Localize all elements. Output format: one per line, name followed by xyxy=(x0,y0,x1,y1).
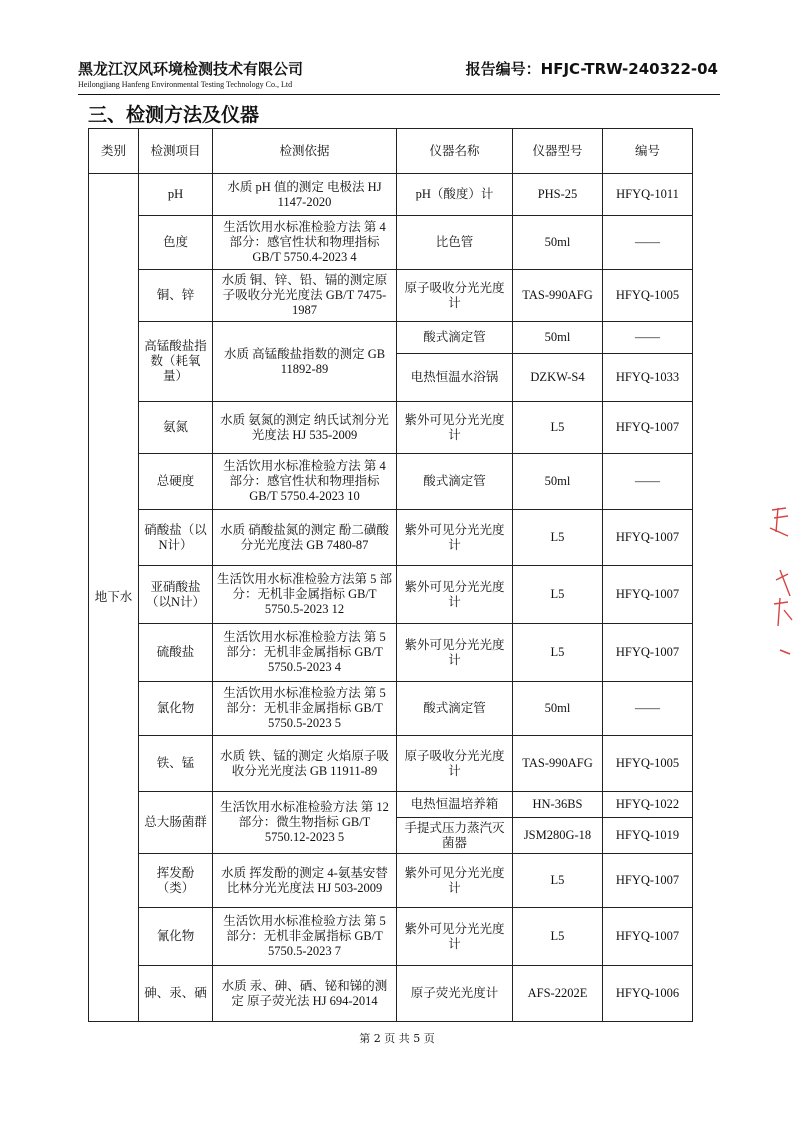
instrument-code-cell: HFYQ-1019 xyxy=(603,818,693,854)
test-method-cell: 生活饮用水标准检验方法 第 4 部分：感官性状和物理指标 GB/T 5750.4-2023 10 xyxy=(213,454,397,510)
test-item-cell: 色度 xyxy=(139,216,213,270)
company-name-cn: 黑龙江汉风环境检测技术有限公司 xyxy=(78,60,304,78)
test-method-cell: 生活饮用水标准检验方法 第 5 部分：无机非金属指标 GB/T 5750.5-2023 4 xyxy=(213,624,397,682)
methods-table xyxy=(88,128,693,1022)
instrument-model-cell: L5 xyxy=(513,566,603,624)
instrument-model-cell: L5 xyxy=(513,510,603,566)
test-method-cell: 生活饮用水标准检验方法 第 5 部分：无机非金属指标 GB/T 5750.5-2023 5 xyxy=(213,682,397,736)
table-row xyxy=(89,510,693,566)
test-method-cell: 生活饮用水标准检验方法第 5 部分：无机非金属指标 GB/T 5750.5-2023 12 xyxy=(213,566,397,624)
table-row xyxy=(89,624,693,682)
instrument-model-cell: JSM280G-18 xyxy=(513,818,603,854)
instrument-name-cell: 比色管 xyxy=(397,216,513,270)
instrument-code-cell: HFYQ-1007 xyxy=(603,624,693,682)
table-row xyxy=(89,322,693,354)
instrument-model-cell: 50ml xyxy=(513,322,603,354)
instrument-code-cell: HFYQ-1007 xyxy=(603,510,693,566)
instrument-name-cell: 原子吸收分光光度计 xyxy=(397,270,513,322)
table-row xyxy=(89,966,693,1022)
test-method-cell: 水质 硝酸盐氮的测定 酚二磺酸分光光度法 GB 7480-87 xyxy=(213,510,397,566)
instrument-name-cell: pH（酸度）计 xyxy=(397,174,513,216)
test-item-cell: 总大肠菌群 xyxy=(139,792,213,854)
instrument-model-cell: L5 xyxy=(513,624,603,682)
test-method-cell: 水质 氨氮的测定 纳氏试剂分光光度法 HJ 535-2009 xyxy=(213,402,397,454)
instrument-code-cell: —— xyxy=(603,322,693,354)
instrument-code-cell: HFYQ-1033 xyxy=(603,354,693,402)
instrument-name-cell: 原子吸收分光光度计 xyxy=(397,736,513,792)
test-item-cell: 总硬度 xyxy=(139,454,213,510)
test-item-cell: 挥发酚（类） xyxy=(139,854,213,908)
instrument-name-cell: 酸式滴定管 xyxy=(397,682,513,736)
test-method-cell: 生活饮用水标准检验方法 第 5 部分：无机非金属指标 GB/T 5750.5-2023 7 xyxy=(213,908,397,966)
header-item: 检测项目 xyxy=(139,129,213,174)
instrument-code-cell: HFYQ-1011 xyxy=(603,174,693,216)
table-row xyxy=(89,854,693,908)
table-body xyxy=(89,174,693,1022)
instrument-model-cell: TAS-990AFG xyxy=(513,736,603,792)
test-item-cell: 铁、锰 xyxy=(139,736,213,792)
table-row xyxy=(89,736,693,792)
instrument-name-cell: 紫外可见分光光度计 xyxy=(397,908,513,966)
instrument-model-cell: 50ml xyxy=(513,454,603,510)
test-item-cell: 氨氮 xyxy=(139,402,213,454)
instrument-name-cell: 原子荧光光度计 xyxy=(397,966,513,1022)
test-item-cell: 铜、锌 xyxy=(139,270,213,322)
instrument-model-cell: 50ml xyxy=(513,216,603,270)
table-row xyxy=(89,174,693,216)
instrument-model-cell: 50ml xyxy=(513,682,603,736)
test-item-cell: 氯化物 xyxy=(139,682,213,736)
page-footer: 第 2 页 共 5 页 xyxy=(359,1032,435,1045)
header-instrument-model: 仪器型号 xyxy=(513,129,603,174)
instrument-name-cell: 电热恒温水浴锅 xyxy=(397,354,513,402)
instrument-name-cell: 紫外可见分光光度计 xyxy=(397,854,513,908)
table-row xyxy=(89,216,693,270)
test-item-cell: 亚硝酸盐（以N计） xyxy=(139,566,213,624)
test-method-cell: 水质 高锰酸盐指数的测定 GB 11892-89 xyxy=(213,322,397,402)
instrument-code-cell: —— xyxy=(603,216,693,270)
instrument-name-cell: 紫外可见分光光度计 xyxy=(397,566,513,624)
instrument-name-cell: 酸式滴定管 xyxy=(397,322,513,354)
table-row xyxy=(89,270,693,322)
section-title: 三、检测方法及仪器 xyxy=(88,104,260,126)
instrument-code-cell: HFYQ-1007 xyxy=(603,908,693,966)
instrument-name-cell: 电热恒温培养箱 xyxy=(397,792,513,818)
instrument-code-cell: HFYQ-1022 xyxy=(603,792,693,818)
instrument-name-cell: 紫外可见分光光度计 xyxy=(397,624,513,682)
category-cell: 地下水 xyxy=(89,174,139,1022)
instrument-code-cell: —— xyxy=(603,682,693,736)
instrument-model-cell: DZKW-S4 xyxy=(513,354,603,402)
test-method-cell: 生活饮用水标准检验方法 第 12 部分：微生物指标 GB/T 5750.12-2023 5 xyxy=(213,792,397,854)
table-row xyxy=(89,908,693,966)
instrument-name-cell: 紫外可见分光光度计 xyxy=(397,402,513,454)
test-item-cell: 高锰酸盐指数（耗氧量） xyxy=(139,322,213,402)
instrument-model-cell: AFS-2202E xyxy=(513,966,603,1022)
header-divider xyxy=(78,94,720,95)
test-item-cell: 氰化物 xyxy=(139,908,213,966)
test-item-cell: 硝酸盐（以N计） xyxy=(139,510,213,566)
test-method-cell: 水质 挥发酚的测定 4-氨基安替比林分光光度法 HJ 503-2009 xyxy=(213,854,397,908)
instrument-model-cell: TAS-990AFG xyxy=(513,270,603,322)
table-row xyxy=(89,682,693,736)
red-stamp-fragment xyxy=(766,500,794,660)
instrument-code-cell: HFYQ-1006 xyxy=(603,966,693,1022)
instrument-model-cell: L5 xyxy=(513,854,603,908)
instrument-model-cell: PHS-25 xyxy=(513,174,603,216)
header-instrument-code: 编号 xyxy=(603,129,693,174)
instrument-name-cell: 紫外可见分光光度计 xyxy=(397,510,513,566)
test-item-cell: pH xyxy=(139,174,213,216)
test-method-cell: 水质 pH 值的测定 电极法 HJ 1147-2020 xyxy=(213,174,397,216)
header-method: 检测依据 xyxy=(213,129,397,174)
test-item-cell: 硫酸盐 xyxy=(139,624,213,682)
table-row xyxy=(89,792,693,818)
table-row xyxy=(89,566,693,624)
instrument-model-cell: L5 xyxy=(513,908,603,966)
header-instrument-name: 仪器名称 xyxy=(397,129,513,174)
header-category: 类别 xyxy=(89,129,139,174)
instrument-model-cell: L5 xyxy=(513,402,603,454)
instrument-code-cell: HFYQ-1007 xyxy=(603,566,693,624)
test-method-cell: 水质 汞、砷、硒、铋和锑的测定 原子荧光法 HJ 694-2014 xyxy=(213,966,397,1022)
test-method-cell: 水质 铜、锌、铅、镉的测定原子吸收分光光度法 GB/T 7475-1987 xyxy=(213,270,397,322)
instrument-code-cell: HFYQ-1005 xyxy=(603,736,693,792)
instrument-name-cell: 手提式压力蒸汽灭菌器 xyxy=(397,818,513,854)
company-name-en: Heilongjiang Hanfeng Environmental Testing Technology Co., Ltd xyxy=(78,80,293,89)
instrument-name-cell: 酸式滴定管 xyxy=(397,454,513,510)
table-header-row xyxy=(89,129,693,174)
instrument-code-cell: HFYQ-1005 xyxy=(603,270,693,322)
test-method-cell: 水质 铁、锰的测定 火焰原子吸收分光光度法 GB 11911-89 xyxy=(213,736,397,792)
instrument-model-cell: HN-36BS xyxy=(513,792,603,818)
instrument-code-cell: HFYQ-1007 xyxy=(603,854,693,908)
instrument-code-cell: —— xyxy=(603,454,693,510)
table-row xyxy=(89,454,693,510)
table-row xyxy=(89,402,693,454)
test-item-cell: 砷、汞、硒 xyxy=(139,966,213,1022)
instrument-code-cell: HFYQ-1007 xyxy=(603,402,693,454)
test-method-cell: 生活饮用水标准检验方法 第 4 部分：感官性状和物理指标 GB/T 5750.4-2023 4 xyxy=(213,216,397,270)
page-header xyxy=(78,58,718,98)
report-number: 报告编号：HFJC-TRW-240322-04 xyxy=(465,60,718,78)
